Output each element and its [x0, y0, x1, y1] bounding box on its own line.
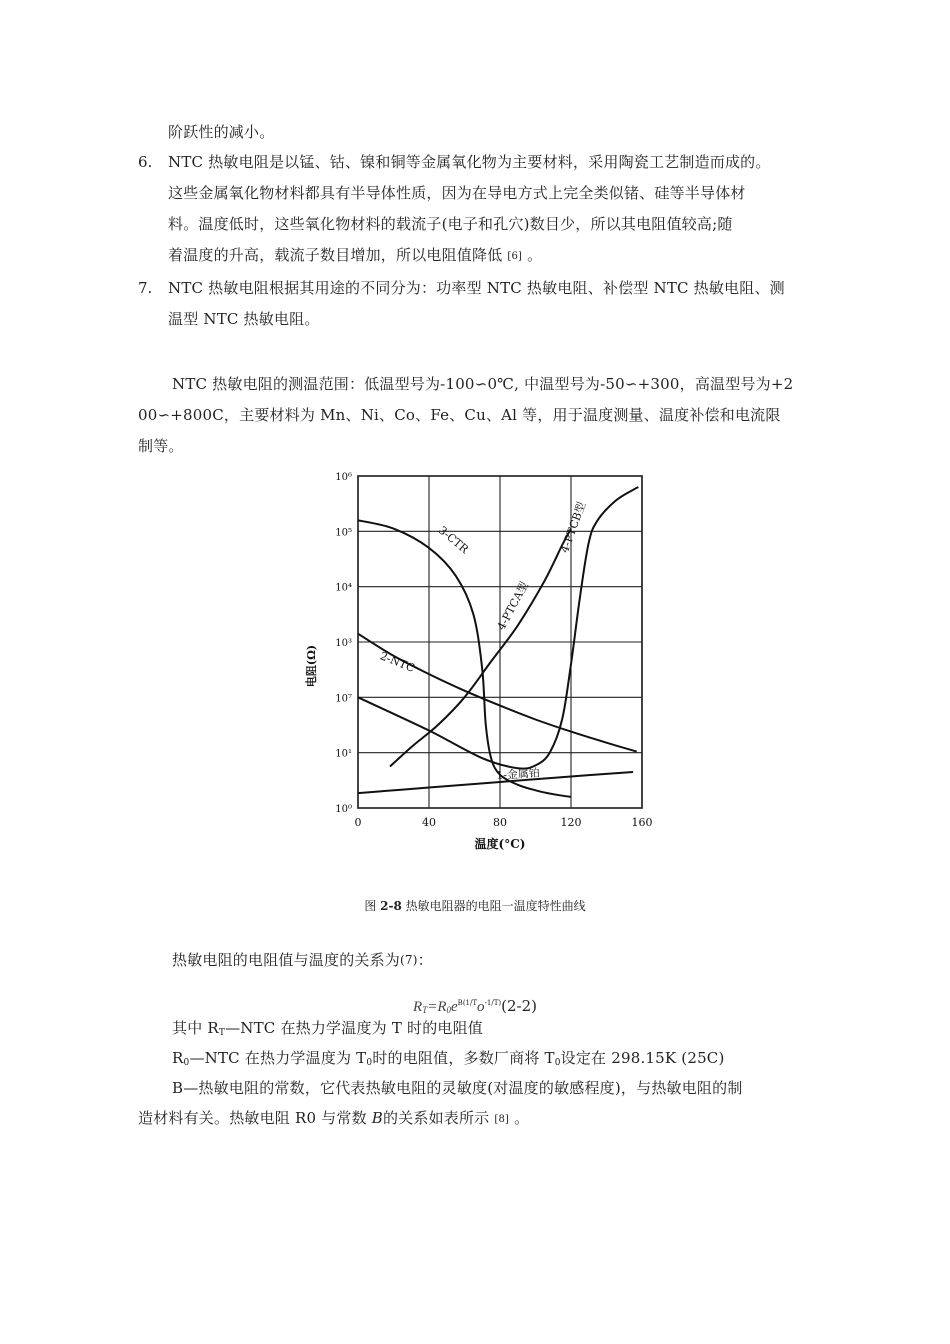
paragraph-line: 阶跃性的减小。 — [168, 123, 275, 141]
y-tick-label: 10⁵ — [335, 527, 352, 539]
citation-ref: [8] — [494, 1114, 510, 1125]
range-paragraph-line: NTC 热敏电阻的测温范围：低温型号为-100∽0℃, 中温型号为-50∽+300，高温型号为+2 — [172, 375, 794, 393]
caption-prefix: 图 — [364, 899, 381, 913]
y-axis-label: 电阻(Ω) — [305, 644, 318, 688]
list-number: 6. — [138, 153, 153, 171]
series-label: 4-PTCB型 — [558, 500, 589, 555]
text-run: 热敏电阻的电阻值与温度的关系为 — [172, 951, 401, 969]
x-tick-label: 160 — [631, 816, 653, 829]
relation-intro — [172, 950, 433, 970]
citation-ref: [6] — [507, 251, 523, 262]
text-run: 设定在 298.15K (25C) — [560, 1049, 725, 1067]
text-run: 造材料有关。热敏电阻 R0 与常数 — [138, 1109, 372, 1127]
text-run: —NTC 在热力学温度为 T — [189, 1049, 367, 1067]
formula-exponent: -1/T) — [484, 999, 502, 1007]
subscript: 0 — [183, 1058, 190, 1068]
chart-grid — [358, 476, 642, 808]
series-line — [358, 634, 637, 752]
text-run: 其中 R — [172, 1019, 219, 1037]
x-tick-label: 40 — [422, 816, 436, 829]
text-run: 的关系如表所示 — [382, 1109, 490, 1127]
formula-sub: 0 — [446, 1005, 451, 1015]
y-tick-label: 10⁷ — [335, 693, 352, 705]
figure-caption — [0, 898, 950, 914]
subscript: T — [218, 1028, 226, 1038]
list-item-6-line: 这些金属氧化物材料都具有半导体性质，因为在导电方式上完全类似锗、硅等半导体材 — [168, 184, 746, 202]
definition-r0 — [172, 1048, 725, 1073]
series-label: 3-CTR — [435, 523, 471, 556]
formula-label: (2-2) — [501, 997, 537, 1015]
series-label: 1-金属铂 — [495, 766, 541, 783]
y-tick-label: 10⁰ — [335, 804, 352, 815]
list-item-6-line — [168, 245, 542, 267]
y-tick-label: 10⁴ — [335, 582, 352, 594]
y-tick-label: 10³ — [335, 638, 352, 649]
list-item-7-line: NTC 热敏电阻根据其用途的不同分为：功率型 NTC 热敏电阻、补偿型 NTC 热敏电阻、测 — [168, 279, 785, 297]
range-paragraph-line: 00∽+800C，主要材料为 Mn、Ni、Co、Fe、Cu、Al 等，用于温度测量、温度补偿和电流限 — [138, 406, 781, 424]
range-paragraph-line: 制等。 — [138, 437, 184, 455]
list-item-6-line: NTC 热敏电阻是以锰、钴、镍和铜等金属氧化物为主要材料，采用陶瓷工艺制造而成的。 — [168, 153, 771, 171]
text-run: 着温度的升高，载流子数目增加，所以电阻值降低 — [168, 246, 503, 264]
x-tick-label: 80 — [493, 816, 507, 829]
formula-exponent: B(1/T — [457, 999, 478, 1007]
x-tick-label: 120 — [560, 816, 582, 829]
definition-b-line — [138, 1108, 529, 1130]
subscript: 0 — [554, 1058, 561, 1068]
x-axis-label: 温度(°C) — [474, 837, 526, 851]
text-run: —NTC 在热力学温度为 T 时的电阻值 — [225, 1019, 483, 1037]
y-tick-label: 10⁶ — [335, 472, 352, 483]
list-item-6-line: 料。温度低时，这些氧化物材料的载流子(电子和孔穴)数目少，所以其电阻值较高;随 — [168, 215, 733, 233]
formula-r0: =R — [427, 999, 447, 1015]
citation-ref: (7) — [400, 953, 418, 967]
series-label: 4-PTCA型 — [494, 579, 532, 633]
definition-b-line: B—热敏电阻的常数，它代表热敏电阻的灵敏度(对温度的敏感程度)，与热敏电阻的制 — [172, 1079, 743, 1097]
symbol-b: B — [371, 1109, 383, 1127]
caption-number: 2-8 — [380, 899, 402, 913]
definition-rt — [172, 1018, 483, 1043]
formula-rt: R — [413, 999, 423, 1015]
text-run: R — [172, 1049, 184, 1067]
caption-text: 热敏电阻器的电阻一温度特性曲线 — [401, 899, 586, 913]
formula-2-2 — [0, 992, 950, 1021]
text-run: ： — [417, 951, 433, 969]
series-label: 2-NTC — [378, 649, 417, 675]
formula-o: o — [477, 999, 485, 1015]
list-item-7-line: 温型 NTC 热敏电阻。 — [168, 310, 320, 328]
subscript: 0 — [366, 1058, 373, 1068]
x-tick-label: 0 — [354, 816, 362, 829]
text-run: 时的电阻值，多数厂商将 T — [372, 1049, 555, 1067]
text-run: 。 — [527, 246, 543, 264]
formula-e: e — [451, 999, 458, 1015]
resistance-temperature-chart — [300, 466, 660, 862]
text-run: 。 — [514, 1109, 530, 1127]
formula-sub: T — [422, 1005, 428, 1015]
list-number: 7. — [138, 279, 153, 297]
y-tick-label: 10¹ — [335, 748, 352, 760]
